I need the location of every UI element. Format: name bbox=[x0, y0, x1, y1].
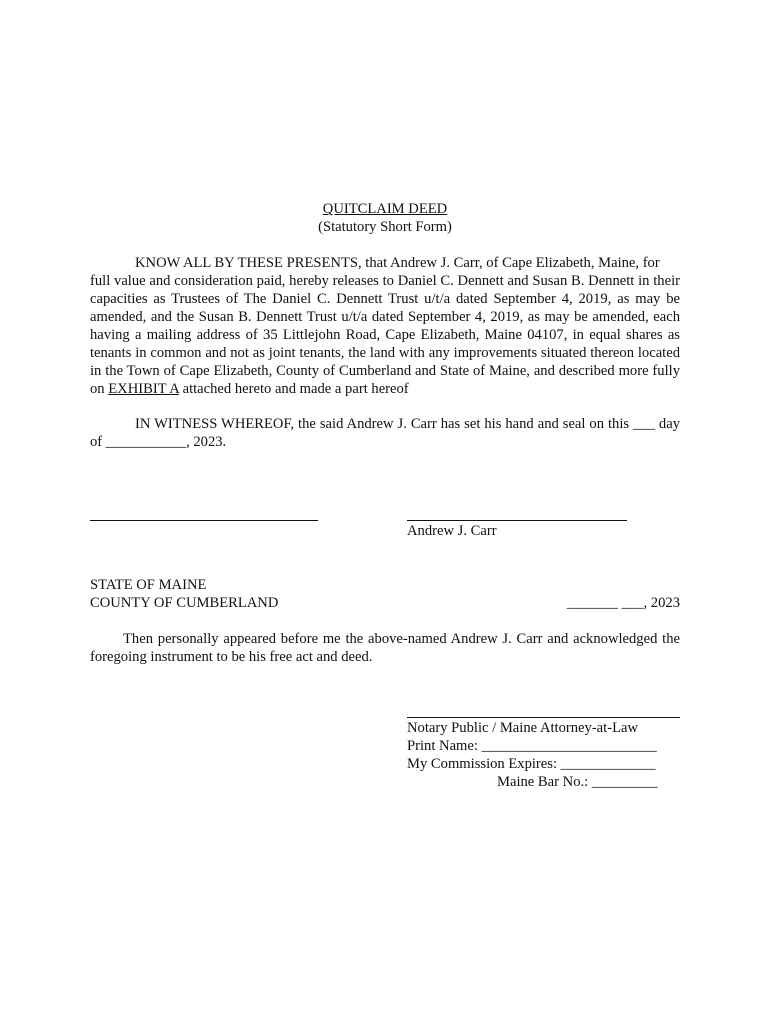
grant-line-6: tenants in common and not as joint tenants, the land with any improvements situated thereon located bbox=[90, 345, 680, 361]
exhibit-a-reference: EXHIBIT A bbox=[108, 381, 179, 397]
grant-last-suffix: attached hereto and made a part hereof bbox=[178, 381, 409, 397]
witness-signature-line bbox=[90, 520, 318, 521]
grant-last-prefix: on bbox=[90, 381, 109, 397]
grantor-signature-line bbox=[407, 520, 627, 521]
witness-line-2: of ___________, 2023. bbox=[90, 434, 227, 450]
state-label: STATE OF MAINE bbox=[90, 577, 207, 593]
grant-line-8 bbox=[90, 380, 409, 398]
notary-commission-expires: My Commission Expires: _____________ bbox=[407, 756, 656, 772]
notary-print-name: Print Name: ________________________ bbox=[407, 738, 657, 754]
grant-line-2: full value and consideration paid, hereby releases to Daniel C. Dennett and Susan B. Dennett in their bbox=[90, 273, 680, 289]
grant-line-7: in the Town of Cape Elizabeth, County of Cumberland and State of Maine, and described more fully bbox=[90, 363, 680, 379]
witness-line-1: IN WITNESS WHEREOF, the said Andrew J. Carr has set his hand and seal on this ___ day bbox=[135, 416, 680, 432]
grant-line-4: amended, and the Susan B. Dennett Trust u/t/a dated September 4, 2019, as may be amended, each bbox=[90, 309, 680, 325]
acknowledgment-line-2: foregoing instrument to be his free act and deed. bbox=[90, 649, 373, 665]
acknowledgment-date: _______ ___, 2023 bbox=[566, 595, 680, 611]
notary-bar-number: Maine Bar No.: _________ bbox=[497, 774, 658, 790]
grant-line-1: KNOW ALL BY THESE PRESENTS, that Andrew J. Carr, of Cape Elizabeth, Maine, for bbox=[135, 255, 660, 271]
deed-title: QUITCLAIM DEED bbox=[322, 201, 448, 217]
notary-role: Notary Public / Maine Attorney-at-Law bbox=[407, 720, 639, 736]
notary-signature-line bbox=[407, 717, 680, 718]
deed-subtitle: (Statutory Short Form) bbox=[318, 219, 452, 235]
grant-line-3: capacities as Trustees of The Daniel C. Dennett Trust u/t/a dated September 4, 2019, as may be bbox=[90, 291, 680, 307]
grant-line-5: having a mailing address of 35 Littlejohn Road, Cape Elizabeth, Maine 04107, in equal shares as bbox=[90, 327, 680, 343]
acknowledgment-line-1: Then personally appeared before me the above-named Andrew J. Carr and acknowledged the bbox=[123, 631, 680, 647]
signer-name: Andrew J. Carr bbox=[407, 523, 497, 539]
county-label: COUNTY OF CUMBERLAND bbox=[90, 595, 279, 611]
